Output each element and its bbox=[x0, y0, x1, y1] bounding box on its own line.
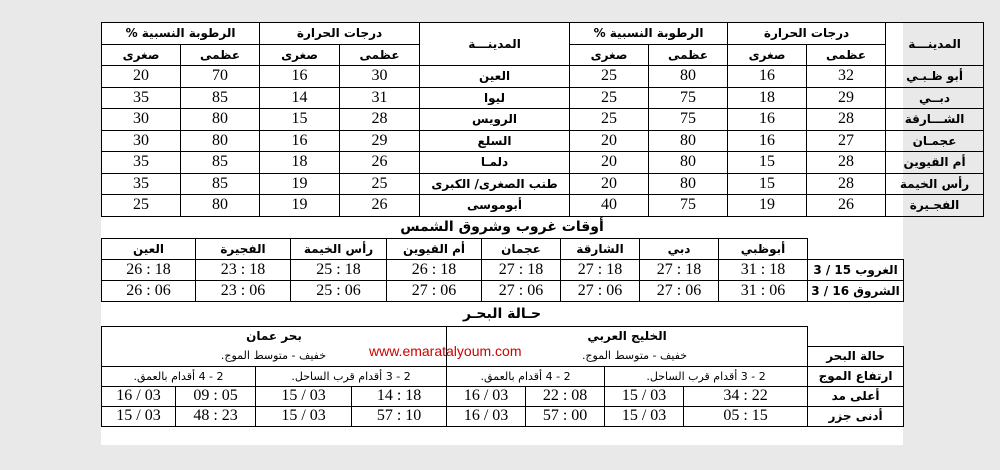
weather-value-tmax: 29 bbox=[340, 130, 420, 152]
sunrise-time: 06 : 23 bbox=[196, 280, 291, 301]
wave-height-label: ارتفاع الموج bbox=[808, 366, 904, 386]
weather-value-tmin: 19 bbox=[260, 173, 340, 195]
header-max: عظمى bbox=[181, 44, 260, 66]
sun-city-header: دبي bbox=[640, 238, 719, 259]
header-temperature: درجات الحرارة bbox=[260, 23, 420, 45]
weather-value-tmax: 29 bbox=[807, 87, 886, 109]
gulf-wave-deep: 2 - 4 أقدام بالعمق. bbox=[447, 366, 605, 386]
weather-row bbox=[102, 195, 984, 217]
weather-value-tmax: 30 bbox=[340, 66, 420, 88]
weather-row bbox=[102, 109, 984, 131]
header-humidity: الرطوبة النسبية % bbox=[102, 23, 260, 45]
sunrise-time: 06 : 27 bbox=[482, 280, 561, 301]
sun-city-header: عجمان bbox=[482, 238, 561, 259]
gulf-high-tide: 03 / 15 bbox=[605, 386, 684, 406]
weather-value-hmin: 35 bbox=[102, 173, 181, 195]
weather-value-tmax: 26 bbox=[807, 195, 886, 217]
header-temperature: درجات الحرارة bbox=[728, 23, 886, 45]
header-max: عظمى bbox=[649, 44, 728, 66]
sea-state-title: حـالة البحـر bbox=[462, 305, 542, 322]
gulf-low-tide: 03 / 15 bbox=[605, 406, 684, 426]
oman-high-tide: 18 : 14 bbox=[352, 386, 447, 406]
city-name: ليوا bbox=[420, 87, 570, 109]
weather-value-tmax: 26 bbox=[340, 195, 420, 217]
header-max: عظمى bbox=[340, 44, 420, 66]
gulf-low-tide: 00 : 57 bbox=[526, 406, 605, 426]
weather-value-hmax: 80 bbox=[181, 130, 260, 152]
sunset-time: 18 : 27 bbox=[482, 259, 561, 280]
sea-state-label: حالة البحر bbox=[808, 346, 904, 366]
weather-value-hmin: 20 bbox=[570, 152, 649, 174]
city-name: السلع bbox=[420, 130, 570, 152]
gulf-high-tide: 08 : 22 bbox=[526, 386, 605, 406]
city-name: العين bbox=[420, 66, 570, 88]
header-min: صغرى bbox=[260, 44, 340, 66]
weather-value-tmin: 15 bbox=[728, 152, 807, 174]
weather-value-tmax: 25 bbox=[340, 173, 420, 195]
weather-value-tmax: 28 bbox=[807, 173, 886, 195]
weather-row bbox=[102, 66, 984, 88]
sun-times-table bbox=[101, 238, 904, 302]
weather-value-hmin: 25 bbox=[570, 87, 649, 109]
oman-high-tide: 03 / 16 bbox=[102, 386, 176, 406]
weather-row bbox=[102, 173, 984, 195]
city-name: رأس الخيمة bbox=[886, 173, 984, 195]
weather-value-hmin: 40 bbox=[570, 195, 649, 217]
gulf-wave-coast: 2 - 3 أقدام قرب الساحل. bbox=[605, 366, 808, 386]
sunset-time: 18 : 23 bbox=[196, 259, 291, 280]
oman-low-tide: 03 / 15 bbox=[102, 406, 176, 426]
sunrise-time: 06 : 31 bbox=[719, 280, 808, 301]
sun-city-header: أبوظبي bbox=[719, 238, 808, 259]
weather-value-tmin: 19 bbox=[260, 195, 340, 217]
sunset-time: 18 : 27 bbox=[561, 259, 640, 280]
city-name: دبــي bbox=[886, 87, 984, 109]
weather-value-tmax: 32 bbox=[807, 66, 886, 88]
weather-value-tmin: 14 bbox=[260, 87, 340, 109]
header-city: المدينـــة bbox=[420, 23, 570, 66]
weather-value-tmin: 18 bbox=[728, 87, 807, 109]
high-tide-label: أعلى مد bbox=[808, 386, 904, 406]
weather-value-tmin: 16 bbox=[260, 130, 340, 152]
weather-row bbox=[102, 152, 984, 174]
gulf-high-tide: 22 : 34 bbox=[684, 386, 808, 406]
city-name: أم القيوين bbox=[886, 152, 984, 174]
weather-value-hmin: 25 bbox=[570, 66, 649, 88]
sunset-time: 18 : 27 bbox=[640, 259, 719, 280]
city-name: دلمـا bbox=[420, 152, 570, 174]
oman-high-tide: 05 : 09 bbox=[176, 386, 256, 406]
weather-value-hmax: 85 bbox=[181, 173, 260, 195]
weather-row bbox=[102, 130, 984, 152]
weather-value-hmin: 25 bbox=[102, 195, 181, 217]
weather-value-tmin: 16 bbox=[728, 109, 807, 131]
header-city: المدينـــة bbox=[886, 23, 984, 66]
weather-value-tmax: 31 bbox=[340, 87, 420, 109]
gulf-low-tide: 15 : 05 bbox=[684, 406, 808, 426]
weather-value-tmax: 26 bbox=[340, 152, 420, 174]
gulf-high-tide: 03 / 16 bbox=[447, 386, 526, 406]
gulf-low-tide: 03 / 16 bbox=[447, 406, 526, 426]
sunset-label: الغروب 15 / 3 bbox=[808, 259, 904, 280]
sunset-time: 18 : 26 bbox=[102, 259, 196, 280]
low-tide-label: أدنى جزر bbox=[808, 406, 904, 426]
oman-wave-coast: 2 - 3 أقدام قرب الساحل. bbox=[256, 366, 447, 386]
header-min: صغرى bbox=[570, 44, 649, 66]
weather-value-tmax: 28 bbox=[340, 109, 420, 131]
header-max: عظمى bbox=[807, 44, 886, 66]
weather-value-tmin: 15 bbox=[728, 173, 807, 195]
weather-value-tmax: 28 bbox=[807, 152, 886, 174]
city-name: الفجـيرة bbox=[886, 195, 984, 217]
sunrise-time: 06 : 27 bbox=[561, 280, 640, 301]
sunrise-label: الشروق 16 / 3 bbox=[808, 280, 904, 301]
oman-label: بحر عمان bbox=[246, 329, 302, 344]
weather-value-hmin: 30 bbox=[102, 130, 181, 152]
sun-times-title: أوقات غروب وشروق الشمس bbox=[400, 218, 604, 235]
sunrise-time: 06 : 25 bbox=[291, 280, 387, 301]
weather-value-tmin: 16 bbox=[728, 66, 807, 88]
weather-value-hmax: 75 bbox=[649, 87, 728, 109]
weather-value-tmin: 16 bbox=[728, 130, 807, 152]
oman-high-tide: 03 / 15 bbox=[256, 386, 352, 406]
sun-city-header: الفجيرة bbox=[196, 238, 291, 259]
city-name: أبوموسى bbox=[420, 195, 570, 217]
city-name: الشـــارقة bbox=[886, 109, 984, 131]
weather-sheet bbox=[101, 22, 970, 445]
weather-value-hmax: 80 bbox=[649, 130, 728, 152]
gulf-state: خفيف - متوسط الموج. bbox=[447, 346, 808, 366]
source-url-link[interactable]: www.emaratalyoum.com bbox=[369, 343, 522, 359]
city-name: أبو ظـبـي bbox=[886, 66, 984, 88]
weather-value-hmax: 80 bbox=[181, 195, 260, 217]
oman-low-tide: 03 / 15 bbox=[256, 406, 352, 426]
weather-value-tmin: 18 bbox=[260, 152, 340, 174]
weather-table bbox=[101, 22, 984, 217]
weather-row bbox=[102, 87, 984, 109]
weather-value-hmin: 20 bbox=[570, 173, 649, 195]
weather-value-hmax: 80 bbox=[649, 66, 728, 88]
weather-value-hmin: 25 bbox=[570, 109, 649, 131]
sunrise-time: 06 : 26 bbox=[102, 280, 196, 301]
city-name: الرويس bbox=[420, 109, 570, 131]
sun-city-header: الشارقة bbox=[561, 238, 640, 259]
weather-value-hmin: 20 bbox=[102, 66, 181, 88]
weather-value-hmax: 85 bbox=[181, 87, 260, 109]
weather-value-tmin: 15 bbox=[260, 109, 340, 131]
sunset-time: 18 : 31 bbox=[719, 259, 808, 280]
weather-value-hmax: 70 bbox=[181, 66, 260, 88]
weather-value-hmax: 80 bbox=[649, 152, 728, 174]
weather-value-hmin: 20 bbox=[570, 130, 649, 152]
weather-value-tmax: 28 bbox=[807, 109, 886, 131]
header-min: صغرى bbox=[102, 44, 181, 66]
sun-city-header: أم القيوين bbox=[387, 238, 482, 259]
oman-low-tide: 23 : 48 bbox=[176, 406, 256, 426]
weather-value-hmin: 30 bbox=[102, 109, 181, 131]
oman-wave-deep: 2 - 4 أقدام بالعمق. bbox=[102, 366, 256, 386]
sunset-time: 18 : 25 bbox=[291, 259, 387, 280]
weather-value-hmax: 80 bbox=[181, 109, 260, 131]
sunrise-time: 06 : 27 bbox=[640, 280, 719, 301]
oman-low-tide: 10 : 57 bbox=[352, 406, 447, 426]
weather-value-tmax: 27 bbox=[807, 130, 886, 152]
weather-value-hmax: 75 bbox=[649, 195, 728, 217]
city-name: طنب الصغرى/ الكبرى bbox=[420, 173, 570, 195]
weather-value-hmax: 75 bbox=[649, 109, 728, 131]
sea-state-table bbox=[101, 326, 904, 427]
oman-state: خفيف - متوسط الموج. bbox=[102, 346, 447, 366]
weather-value-hmax: 85 bbox=[181, 152, 260, 174]
sun-city-header: العين bbox=[102, 238, 196, 259]
sun-corner bbox=[808, 238, 904, 259]
weather-value-hmin: 35 bbox=[102, 87, 181, 109]
sunset-time: 18 : 26 bbox=[387, 259, 482, 280]
header-humidity: الرطوبة النسبية % bbox=[570, 23, 728, 45]
sea-corner bbox=[808, 326, 904, 346]
sunrise-time: 06 : 27 bbox=[387, 280, 482, 301]
weather-value-hmax: 80 bbox=[649, 173, 728, 195]
weather-value-tmin: 16 bbox=[260, 66, 340, 88]
weather-value-tmin: 19 bbox=[728, 195, 807, 217]
sun-city-header: رأس الخيمة bbox=[291, 238, 387, 259]
header-min: صغرى bbox=[728, 44, 807, 66]
gulf-label: الخليج العربي bbox=[587, 329, 667, 344]
city-name: عجمـان bbox=[886, 130, 984, 152]
weather-value-hmin: 35 bbox=[102, 152, 181, 174]
